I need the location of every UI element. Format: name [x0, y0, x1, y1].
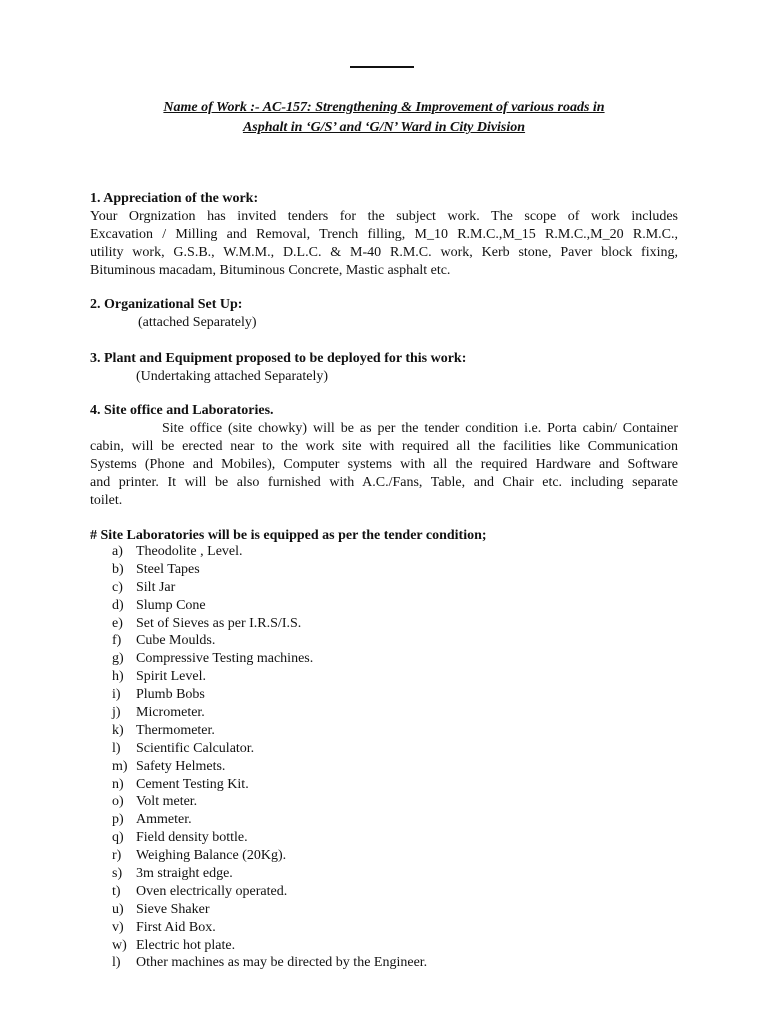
list-marker: i): [112, 687, 121, 703]
list-item-text: Other machines as may be directed by the Engineer.: [136, 955, 428, 971]
list-marker: w): [112, 937, 127, 953]
paragraph-line: cabin, will be erected near to the work site with required all the facilities like Communication: [90, 439, 678, 454]
list-item-text: Theodolite , Level.: [136, 544, 243, 559]
list-marker: m): [112, 758, 128, 774]
list-marker: s): [112, 866, 123, 882]
list-marker: a): [112, 544, 123, 559]
list-marker: u): [112, 901, 124, 917]
list-item-text: Spirit Level.: [136, 669, 206, 685]
paragraph-line: Excavation / Milling and Removal, Trench filling, M_10 R.M.C.,M_15 R.M.C.,M_20 R.M.C.,: [90, 227, 678, 242]
list-item-text: Scientific Calculator.: [136, 740, 255, 756]
list-item-text: Plumb Bobs: [136, 687, 205, 703]
list-item-text: Slump Cone: [136, 597, 206, 613]
paragraph-line: utility work, G.S.B., W.M.M., D.L.C. & M-40 R.M.C. work, Kerb stone, Paver block fixing,: [90, 245, 678, 260]
list-item-text: Thermometer.: [136, 722, 215, 738]
list-marker: l): [112, 955, 121, 971]
paragraph-line: Your Orgnization has invited tenders for the subject work. The scope of work includes: [90, 209, 678, 224]
header-rule: [350, 66, 414, 68]
work-title-line-1: Name of Work :- AC-157: Strengthening & Improvement of various roads in: [163, 100, 605, 115]
list-item-text: Weighing Balance (20Kg).: [136, 848, 287, 864]
list-marker: j): [112, 705, 121, 721]
list-item-text: Micrometer.: [136, 705, 205, 721]
list-marker: v): [112, 919, 124, 935]
list-marker: c): [112, 579, 123, 595]
list-marker: k): [112, 722, 124, 738]
section-4-heading: 4. Site office and Laboratories.: [90, 403, 274, 418]
list-item-text: Oven electrically operated.: [136, 883, 288, 899]
list-marker: f): [112, 633, 122, 649]
list-item-text: Compressive Testing machines.: [136, 651, 314, 667]
list-marker: t): [112, 883, 121, 899]
list-item-text: 3m straight edge.: [136, 866, 233, 882]
list-item-text: Set of Sieves as per I.R.S/I.S.: [136, 615, 302, 631]
list-marker: o): [112, 794, 124, 810]
list-item-text: Sieve Shaker: [136, 901, 210, 917]
paragraph-line: and printer. It will be also furnished with A.C./Fans, Table, and Chair etc. including separate: [90, 475, 678, 490]
section-1-heading: 1. Appreciation of the work:: [90, 191, 259, 206]
list-item-text: Cement Testing Kit.: [136, 776, 249, 792]
list-marker: g): [112, 651, 124, 667]
list-marker: b): [112, 561, 124, 577]
section-3-heading: 3. Plant and Equipment proposed to be deployed for this work:: [90, 351, 467, 366]
list-marker: l): [112, 740, 121, 756]
list-marker: d): [112, 597, 124, 613]
work-title-line-2: Asphalt in ‘G/S’ and ‘G/N’ Ward in City Division: [242, 120, 526, 135]
section-2-heading: 2. Organizational Set Up:: [90, 297, 243, 312]
list-item-text: First Aid Box.: [136, 919, 216, 935]
paragraph-line: Bituminous macadam, Bituminous Concrete, Mastic asphalt etc.: [90, 263, 451, 278]
list-marker: q): [112, 830, 124, 846]
section-3-note: (Undertaking attached Separately): [136, 369, 329, 384]
list-marker: r): [112, 848, 122, 864]
section-2-note: (attached Separately): [138, 315, 257, 330]
section-1-paragraph: [90, 208, 678, 280]
list-item-text: Ammeter.: [136, 812, 192, 828]
list-item-text: Volt meter.: [136, 794, 198, 810]
list-marker: e): [112, 615, 123, 631]
labs-heading: # Site Laboratories will be is equipped as per the tender condition;: [90, 528, 487, 543]
list-item-text: Safety Helmets.: [136, 758, 226, 774]
section-4-paragraph: [90, 420, 678, 510]
list-marker: n): [112, 776, 124, 792]
list-marker: h): [112, 669, 124, 685]
paragraph-line: Systems (Phone and Mobiles), Computer systems with all the required Hardware and Software: [90, 457, 678, 472]
paragraph-line: toilet.: [90, 493, 123, 508]
list-item-text: Silt Jar: [136, 579, 176, 595]
list-item-text: Electric hot plate.: [136, 937, 236, 953]
list-item-text: Cube Moulds.: [136, 633, 216, 649]
list-marker: p): [112, 812, 124, 828]
list-item-text: Steel Tapes: [136, 561, 200, 577]
list-item-text: Field density bottle.: [136, 830, 248, 846]
paragraph-line: Site office (site chowky) will be as per the tender condition i.e. Porta cabin/ Container: [162, 421, 678, 436]
